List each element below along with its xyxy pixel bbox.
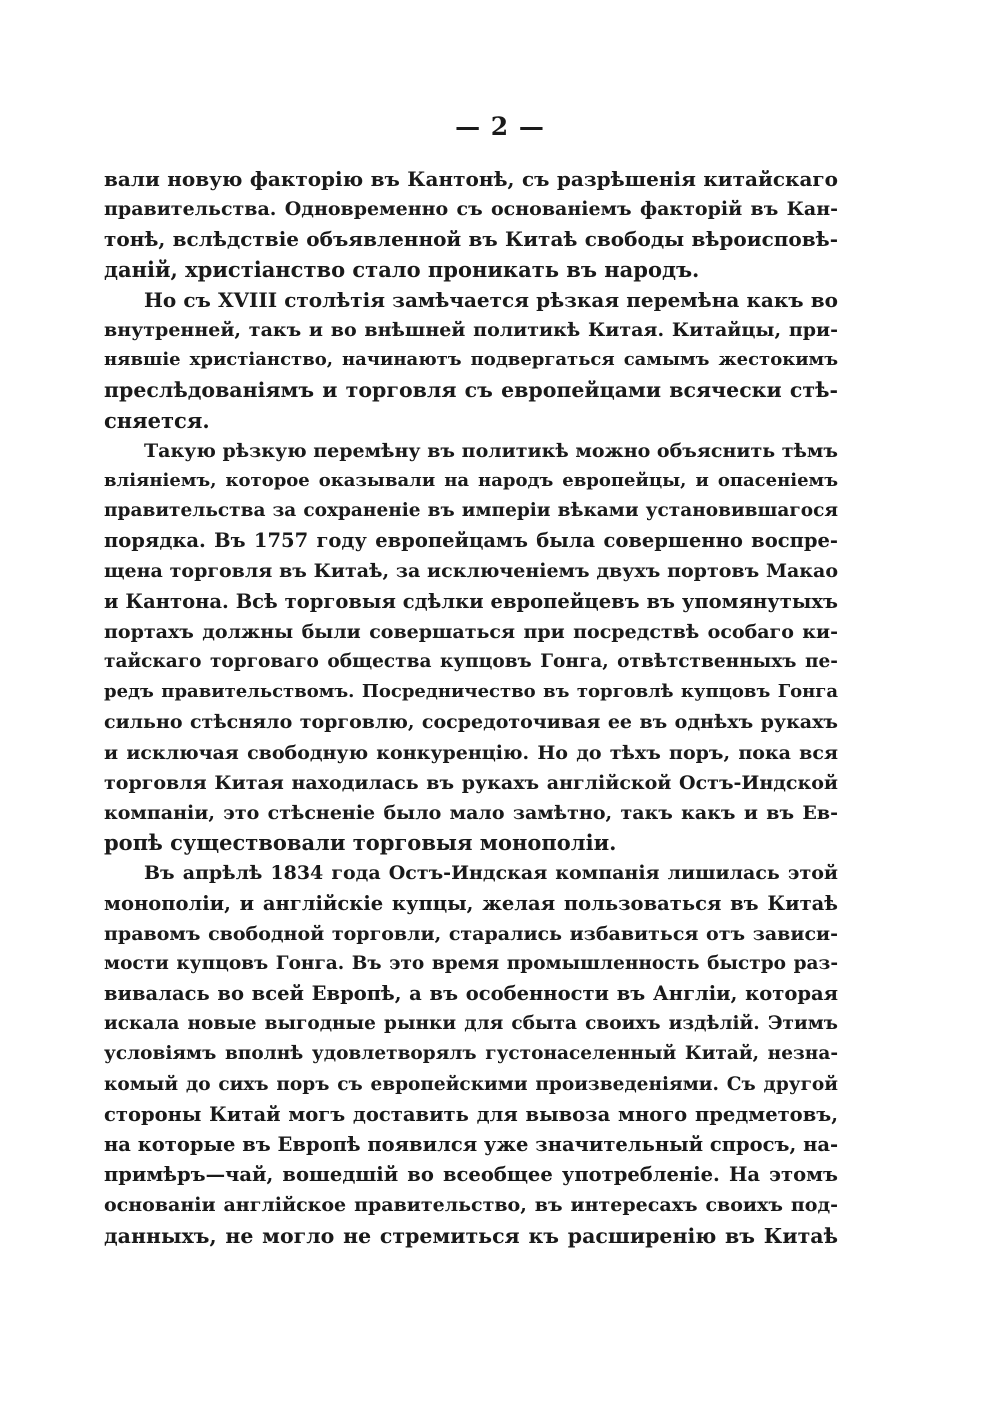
text-line: вивалась во всей Европѣ, а въ особенности въ Англіи, которая [104, 982, 838, 1006]
text-line: мости купцовъ Гонга. Въ это время промышленность быстро раз- [104, 952, 838, 974]
text-line: сильно стѣсняло торговлю, сосредоточивая ее въ однѣхъ рукахъ [104, 711, 838, 734]
text-line: Но съ XVIII столѣтія замѣчается рѣзкая перемѣна какъ во [144, 287, 838, 312]
text-line: Такую рѣзкую перемѣну въ политикѣ можно объяснить тѣмъ [144, 439, 838, 462]
text-line: искала новые выгодные рынки для сбыта своихъ издѣлій. Этимъ [104, 1013, 838, 1035]
text-line: Въ апрѣлѣ 1834 года Остъ-Индская компанія лишилась этой [144, 862, 838, 885]
text-line: правомъ свободной торговли, старались избавиться отъ зависи- [104, 922, 838, 945]
text-line: вліяніемъ, которое оказывали на народъ европейцы, и опасеніемъ [104, 469, 838, 491]
text-line: щена торговля въ Китаѣ, за исключеніемъ двухъ портовъ Макао [104, 560, 838, 583]
text-line: правительства за сохраненіе въ имперіи вѣками установившагося [104, 500, 838, 522]
text-line: условіямъ вполнѣ удовлетворялъ густонаселенный Китай, незна- [104, 1043, 838, 1065]
text-line: и Кантона. Всѣ торговыя сдѣлки европейцевъ въ упомянутыхъ [104, 589, 838, 613]
text-line: вали новую факторію въ Кантонѣ, съ разрѣшенія китайскаго [104, 167, 838, 191]
text-line: основаніи англійское правительство, въ интересахъ своихъ под- [104, 1194, 838, 1217]
body-text [104, 164, 838, 1251]
text-line: преслѣдованіямъ и торговля съ европейцами всячески стѣ- [104, 378, 838, 403]
text-line: монополіи, и англійскіе купцы, желая пользоваться въ Китаѣ [104, 891, 838, 915]
text-line: внутренней, такъ и во внѣшней политикѣ Китая. Китайцы, при- [104, 318, 838, 341]
text-line: портахъ должны были совершаться при посредствѣ особаго ки- [104, 620, 838, 643]
text-line: ропѣ существовали торговыя монополіи. [104, 830, 617, 856]
text-line: комый до сихъ поръ съ европейскими произведеніями. Съ другой [104, 1073, 838, 1095]
text-line: порядка. Въ 1757 году европейцамъ была совершенно воспре- [104, 529, 838, 553]
text-line: редъ правительствомъ. Посредничество въ торговлѣ купцовъ Гонга [104, 681, 838, 703]
text-line: даній, христіанство стало проникать въ народъ. [104, 256, 700, 282]
text-line: стороны Китай могъ доставить для вывоза много предметовъ, [104, 1102, 838, 1126]
text-line: торговля Китая находилась въ рукахъ англійской Остъ-Индской [104, 771, 838, 794]
text-line: на которые въ Европѣ появился уже значительный спросъ, на- [104, 1133, 838, 1156]
text-line: тайскаго торговаго общества купцовъ Гонга, отвѣтственныхъ пе- [104, 651, 838, 672]
text-line: тонѣ, вслѣдствіе объявленной въ Китаѣ свободы вѣроисповѣ- [104, 227, 838, 252]
page-number: — 2 — [455, 112, 545, 141]
text-line: примѣръ—чай, вошедшій во всеобщее употребленіе. На этомъ [104, 1163, 838, 1187]
text-line: сняется. [104, 407, 210, 433]
text-line: правительства. Одновременно съ основаніемъ факторій въ Кан- [104, 198, 838, 221]
text-line: нявшіе христіанство, начинаютъ подвергаться самымъ жестокимъ [104, 349, 838, 371]
text-line: и исключая свободную конкуренцію. Но до тѣхъ поръ, пока вся [104, 741, 838, 764]
text-line: компаніи, это стѣсненіе было мало замѣтно, такъ какъ и въ Ев- [104, 801, 838, 824]
text-line: данныхъ, не могло не стремиться къ расширенію въ Китаѣ [104, 1223, 838, 1248]
